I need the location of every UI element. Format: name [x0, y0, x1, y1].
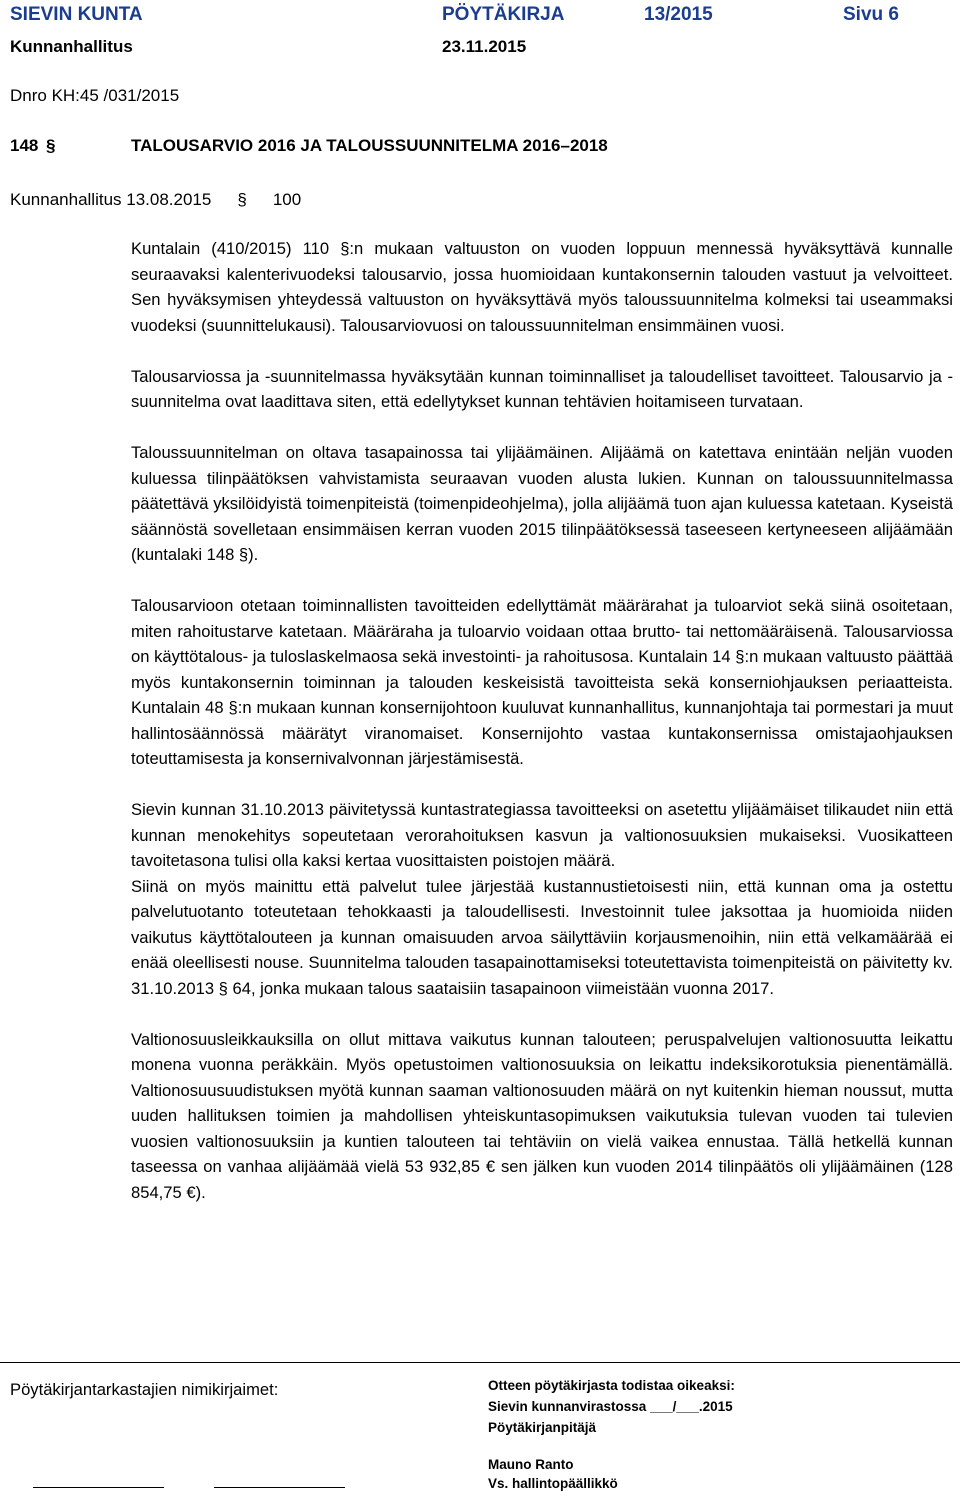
section-symbol: §: [46, 136, 56, 155]
prior-section-symbol: §: [237, 190, 247, 209]
body-name: Kunnanhallitus: [10, 37, 133, 56]
paragraph: Talousarviossa ja -suunnitelmassa hyväksytään kunnan toiminnalliset ja taloudelliset tavoitteet. Talousarvio ja -suunnitelma ovat laadittava siten, että edellytykset kunnan tehtävien hoitamiseen turvataan.: [131, 366, 953, 411]
minutes-body: [131, 236, 953, 1231]
doc-type: PÖYTÄKIRJA: [442, 4, 565, 25]
paragraph: Taloussuunnitelman on oltava tasapainossa tai ylijäämäinen. Alijäämä on katettava enintään neljän vuoden kuluessa tilinpäätöksen vahvistamista seuraavan vuoden alusta lukien. Kunnan on taloussuunnitelmassa päätettävä yksilöidyistä toimenpiteistä (toimenpideohjelma), jolla alijäämä tuon ajan kuluessa katetaan. Kyseistä säännöstä sovelletaan ensimmäisen kerran vuoden 2015 tilinpäätöksessä taseeseen kertyneeseen alijäämään (kuntalaki 148 §).: [131, 443, 953, 564]
footer-divider: [0, 1362, 960, 1363]
paragraph: Talousarvioon otetaan toiminnallisten tavoitteiden edellyttämät määrärahat ja tuloarviot sekä siinä osoitetaan, miten rahoitustarve katetaan. Määräraha ja tuloarvio voidaan ottaa brutto- tai nettomääräisenä. Talousarviossa on käyttötalous- ja tuloslaskelmaosa sekä investointi- ja rahoitusosa. Kuntalain 14 §:n mukaan valtuusto päättää myös kuntakonsernin toiminnan ja talouden keskeisistä tavoitteista sekä konserniohjauksen periaatteista. Kuntalain 48 §:n mukaan kunnan konsernijohtoon kuuluvat kunnanhallitus, kunnanjohtaja tai pormestari ja muut hallintosäännössä määrätyt viranomaiset. Konsernijohto vastaa kuntakonsernissa omistajaohjauksen toteuttamisesta ja konsernivalvonnan järjestämisestä.: [131, 596, 953, 768]
keeper-title: Pöytäkirjanpitäjä: [488, 1420, 597, 1435]
signature-line-2: [214, 1487, 345, 1488]
page-number: Sivu 6: [843, 4, 899, 25]
prior-section-number: 100: [272, 190, 302, 209]
signer-title: Vs. hallintopäällikkö: [488, 1476, 618, 1491]
paragraph: Sievin kunnan 31.10.2013 päivitetyssä kuntastrategiassa tavoitteeksi on asetettu ylijäämäiset tilikaudet niin että kunnan menokehitys sopeutetaan verorahoituksen kasvun ja valtionosuuksien mukaiseksi. Vuosikatteen tavoitetasona tulisi olla kaksi kertaa vuosittaisten poistojen määrä. Siinä on myös mainittu että palvelut tulee järjestää kustannustietoisesti niin, että kunnan oma ja ostettu palvelutuotanto toteutetaan tehokkaasti ja taloudellisesti. Investoinnit tulee jaksottaa ja huomioida niiden vaikutus käyttötalouteen ja kunnan omaisuuden arvoa säilyttäviin korjausmenoihin, niin että velkamäärää ei enää oleellisesti nouse. Suunnitelma talouden tasapainottamiseksi toteutettavista toimenpiteistä on päivitetty kv. 31.10.2013 § 64, jonka mukaan talous saataisiin tasapainoon viimeistään vuonna 2017.: [131, 800, 953, 998]
signature-line-1: [33, 1487, 164, 1488]
record-number: Dnro KH:45 /031/2015: [10, 86, 180, 105]
meeting-date: 23.11.2015: [442, 37, 527, 56]
certification-text: Otteen pöytäkirjasta todistaa oikeaksi:: [488, 1378, 735, 1393]
paragraph: Kuntalain (410/2015) 110 §:n mukaan valtuuston on vuoden loppuun mennessä hyväksyttävä kunnalle seuraavaksi kalenterivuodeksi talousarvio, jossa huomioidaan kuntakonsernin talouden vastuut ja velvoitteet. Sen hyväksymisen yhteydessä valtuuston on hyväksyttävä myös taloussuunnitelma kolmeksi tai useammaksi vuodeksi (suunnittelukausi). Talousarviovuosi on taloussuunnitelman ensimmäinen vuosi.: [131, 239, 953, 335]
section-number: 148: [10, 136, 39, 155]
signer-name: Mauno Ranto: [488, 1457, 574, 1472]
section-title: TALOUSARVIO 2016 JA TALOUSSUUNNITELMA 2016–2018: [131, 136, 608, 155]
paragraph: Valtionosuusleikkauksilla on ollut mittava vaikutus kunnan talouteen; peruspalvelujen valtionosuutta leikattu monena vuonna peräkkäin. Myös opetustoimen valtionosuuksia on leikattu indeksikorotuksia pienentämällä. Valtionosuusuudistuksen myötä kunnan saaman valtionosuuden määrä on nyt kuitenkin hieman noussut, mutta uuden hallituksen toimien ja mahdollisen yhteiskuntasopimuksen vaikutuksia tulevan vuoden tai tulevien vuosien valtionosuuksiin ja kuntien talouteen tai tehtäviin on vielä vaikea ennustaa. Tällä hetkellä kunnan taseessa on vanhaa alijäämää vielä 53 932,85 € sen jälken kun vuoden 2014 tilinpäätös oli ylijäämäinen (128 854,75 €).: [131, 1029, 953, 1202]
doc-number: 13/2015: [644, 4, 713, 25]
prior-meeting: [10, 190, 301, 210]
checkers-label: Pöytäkirjantarkastajien nimikirjaimet:: [10, 1380, 279, 1399]
certification-location: Sievin kunnanvirastossa ___/___.2015: [488, 1399, 733, 1414]
org-name: SIEVIN KUNTA: [10, 4, 143, 25]
prior-meeting-text: Kunnanhallitus 13.08.2015: [10, 190, 212, 209]
